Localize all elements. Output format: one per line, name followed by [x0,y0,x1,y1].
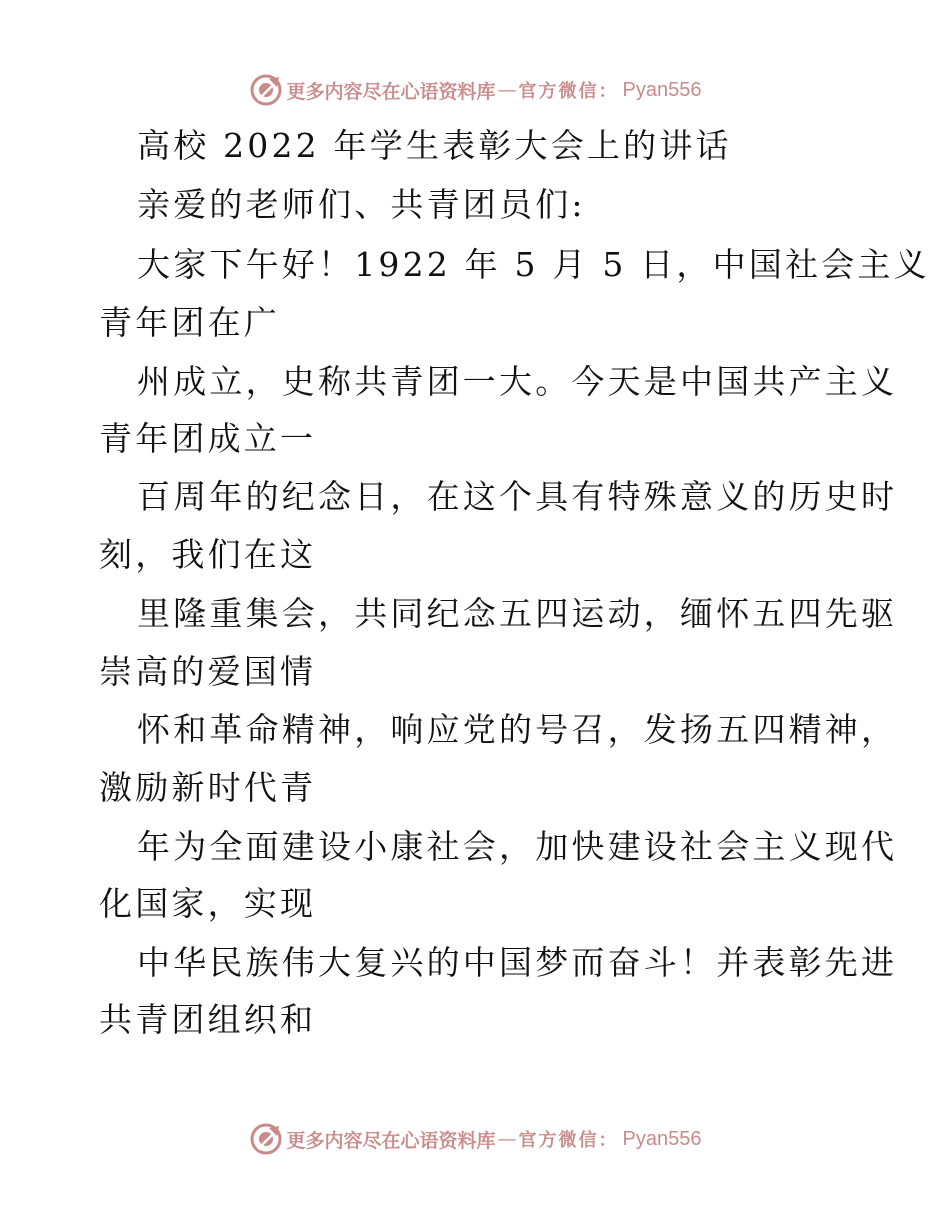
body-line: 青年团在广 [99,303,280,342]
body-line: 怀和革命精神，响应党的号召，发扬五四精神， [137,710,898,749]
banner-text: 更多内容尽在心语资料库 [286,80,496,103]
document-title: 高校 2022 年学生表彰大会上的讲话 [137,126,732,165]
banner-separator: — [497,1128,517,1150]
banner-wechat-id: Pyan556 [622,78,702,101]
banner-wechat-label: 官方微信： [518,1130,619,1151]
body-line: 大家下午好！1922 年 5 月 5 日，中国社会主义 [137,245,930,284]
body-line: 青年团成立一 [99,419,317,458]
body-line: 激励新时代青 [99,768,317,807]
body-line: 里隆重集会，共同纪念五四运动，缅怀五四先驱 [137,594,898,633]
body-line: 年为全面建设小康社会，加快建设社会主义现代 [137,827,898,866]
body-line: 崇高的爱国情 [99,652,317,691]
banner-wechat-label: 官方微信： [518,81,619,102]
salutation: 亲爱的老师们、共青团员们: [137,185,586,224]
banner-text: 更多内容尽在心语资料库 [286,1129,496,1152]
banner-separator: — [497,79,517,101]
body-line: 刻，我们在这 [99,535,317,574]
body-line: 化国家，实现 [99,884,317,923]
footer-banner [0,1119,950,1159]
seal-logo-icon [249,73,283,107]
header-banner [0,70,950,110]
body-line: 中华民族伟大复兴的中国梦而奋斗！并表彰先进 [137,943,898,982]
body-line: 州成立，史称共青团一大。今天是中国共产主义 [137,362,898,401]
banner-wechat-id: Pyan556 [622,1127,702,1150]
body-line: 共青团组织和 [99,1000,317,1039]
body-line: 百周年的纪念日，在这个具有特殊意义的历史时 [137,477,898,516]
seal-logo-icon [249,1122,283,1156]
